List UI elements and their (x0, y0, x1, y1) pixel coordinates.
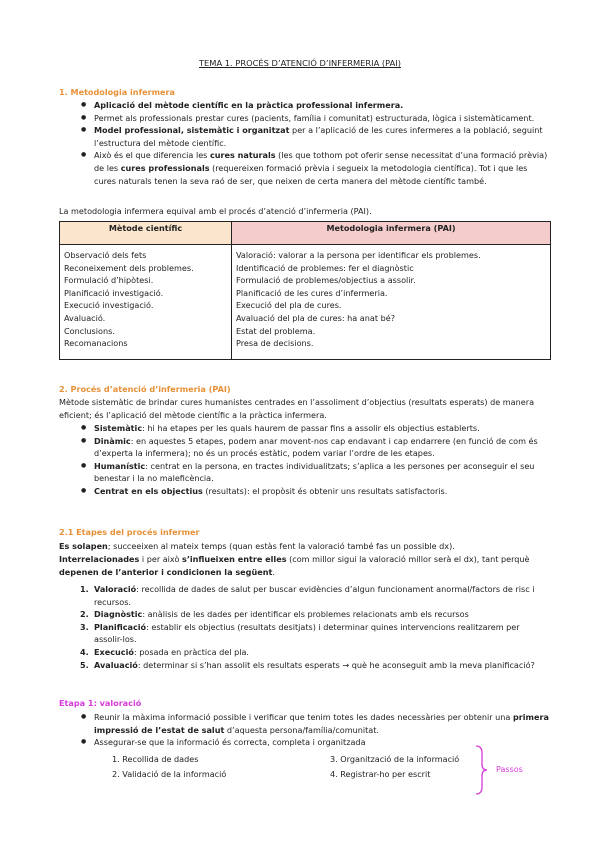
stage-1-bullets (59, 711, 549, 749)
table-line: Valoració: valorar a la persona per identificar els problemes. (236, 250, 481, 260)
table-line: Formulació d’hipòtesi. (64, 275, 154, 286)
table-line: Identificació de problemes: fer el diagnòstic (236, 262, 414, 273)
section-2-1-paragraph-2: Interrelacionades i per això s’influeixen entre elles (com millor sigui la valoració millor serà el dx), tant perquè depenen de l’anterior i condicionen la següent. (59, 554, 530, 577)
table-line: Presa de decisions. (236, 338, 314, 349)
list-item: ● Aplicació del mètode científic en la pràctica professional infermera. (94, 99, 549, 112)
section-1-heading: 1. Metodologia infermera (59, 87, 175, 97)
table-header-pai: Metodologia infermera (PAI) (232, 222, 551, 245)
curly-brace-icon (474, 745, 488, 795)
stages-list (59, 583, 549, 671)
table-line: Reconeixement dels problemes. (64, 262, 194, 273)
table-line: Formulació de problemes/objectius a assolir. (236, 275, 416, 286)
table-line: Estat del problema. (236, 325, 316, 336)
methodology-table (59, 221, 551, 360)
step-item: 2. Validació de la informació (112, 769, 227, 779)
list-item: ● Assegurar-se que la informació és correcta, completa i organitzada (94, 736, 549, 749)
section-2-bullets (59, 422, 549, 498)
list-item: 4. Execució: posada en pràctica del pla. (80, 646, 249, 657)
stage-1-heading: Etapa 1: valoració (59, 698, 142, 708)
table-line: Conclusions. (64, 325, 115, 336)
table-line: Recomanacions (64, 338, 128, 349)
list-item: ● Dinàmic: en aquestes 5 etapes, podem anar movent-nos cap endavant i cap endarrere (en funció de com és d’experta la infermera); no és un procés estàtic, podem variar l’ordre de les etapes. (94, 435, 549, 460)
page-title: TEMA 1. PROCÉS D’ATENCIÓ D’INFERMERIA (PAI) (198, 58, 401, 68)
list-item: ● Model professional, sistemàtic i organitzat per a l’aplicació de les cures infermeres a la població, seguint l’estructura del mètode científic. (94, 124, 549, 149)
step-item: 4. Registrar-ho per escrit (330, 769, 431, 779)
table-line: Avaluació. (64, 312, 106, 323)
step-item: 1. Recollida de dades (112, 754, 199, 764)
table-header-scientific: Mètode científic (60, 222, 232, 245)
equivalence-text: La metodologia infermera equival amb el procés d’atenció d’infermeria (PAI). (59, 206, 372, 216)
section-2-1-heading: 2.1 Etapes del procés infermer (59, 527, 200, 537)
table-cell-scientific (60, 245, 232, 360)
table-line: Planificació de les cures d’infermeria. (236, 287, 388, 298)
list-item: ● Això és el que diferencia les cures naturals (les que tothom pot oferir sense necessitat d’una formació prèvia) de les cures professionals (requereixen formació prèvia i segueix la metodologia científica). Tot i que les cures naturals tenen la seva raó de ser, que neixen de certa manera del mètode científic també. (94, 149, 549, 187)
table-line: Observació dels fets (64, 250, 147, 260)
list-item: ● Permet als professionals prestar cures (pacients, família i comunitat) estructurada, lògica i sistemàticament. (94, 112, 549, 125)
list-item: 3. Planificació: establir els objectius (resultats desitjats) i determinar quines intervencions realitzarem per assolir-los. (80, 621, 520, 645)
step-item: 3. Organització de la informació (330, 754, 460, 764)
list-item: 1. Valoració: recollida de dades de salut per buscar evidències d’algun funcionament anormal/factors de risc i recursos. (80, 584, 535, 607)
list-item: 5. Avaluació: determinar si s’han assolit els resultats esperats → què he aconseguit amb la meva planificació? (80, 659, 535, 670)
list-item: ● Humanístic: centrat en la persona, en tractes individualitzats; s’aplica a les persones per aconseguir el seu benestar i la no maleficència. (94, 460, 549, 485)
section-1-bullets (59, 99, 549, 187)
table-line: Execució del pla de cures. (236, 300, 342, 311)
section-2-intro: Mètode sistemàtic de brindar cures humanistes centrades en l’assoliment d’objectius (resultats esperats) de manera eficient; és l’aplicació del mètode científic a la pràctica infermera. (59, 397, 535, 420)
table-line: Avaluació del pla de cures: ha anat bé? (236, 312, 396, 323)
steps-brace-label: Passos (496, 765, 523, 774)
table-line: Planificació investigació. (64, 287, 164, 298)
list-item: ● Centrat en els objectius (resultats): el propòsit és obtenir uns resultats satisfactoris. (94, 485, 549, 498)
table-cell-pai (232, 245, 551, 360)
section-2-heading: 2. Procés d’atenció d’infermeria (PAI) (59, 384, 231, 394)
list-item: ● Reunir la màxima informació possible i verificar que tenim totes les dades necessàries per obtenir una primera impressió de l’estat de salut d’aquesta persona/família/comunitat. (94, 711, 549, 736)
list-item: 2. Diagnòstic: anàlisis de les dades per identificar els problemes relacionats amb els recursos (80, 609, 469, 620)
list-item: ● Sistemàtic: hi ha etapes per les quals haurem de passar fins a assolir els objectius establerts. (94, 422, 549, 435)
table-line: Execució investigació. (64, 300, 154, 311)
section-2-1-paragraph-1: Es solapen; succeeixen al mateix temps (quan estàs fent la valoració també fas un possible dx). (59, 541, 455, 551)
